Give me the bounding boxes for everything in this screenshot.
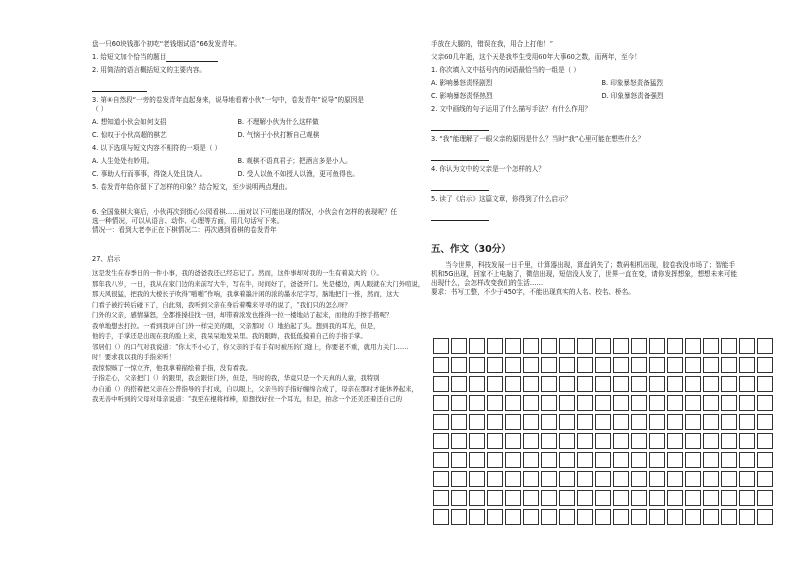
passage-line: 这是发生在春季日的一件小事，我的爸爸我还已经忘记了。然而，这件事却对我的一生有着莫大的（）。 <box>92 269 383 277</box>
passage-line: 邻居们（）的口气对我说道：“你太不小心了，你父亲的手有手有时被压的门缝上，你要老不重，就用力关门…… <box>92 342 409 351</box>
grid-cell[interactable] <box>685 376 701 392</box>
grid-cell[interactable] <box>505 376 521 392</box>
passage-body <box>92 268 425 405</box>
grid-cell[interactable] <box>487 471 503 487</box>
grid-cell[interactable] <box>703 471 719 487</box>
grid-cell[interactable] <box>613 452 629 468</box>
answer-line[interactable] <box>431 190 489 191</box>
option-row <box>92 131 383 140</box>
grid-cell[interactable] <box>523 338 539 354</box>
passage-line: 我无善中听到的父母对母亲说道：“我至在棍将样棒，原想找好拉一个耳光，但是，拍念一个还美还着还自己的 <box>92 395 403 403</box>
question-2: 2. 用简洁的语言概括短文的主要内容。 <box>92 66 206 74</box>
grid-cell[interactable] <box>559 376 575 392</box>
grid-cell[interactable] <box>667 376 683 392</box>
grid-cell[interactable] <box>505 338 521 354</box>
grid-cell[interactable] <box>433 338 449 354</box>
essay-prompt-line: 当今世界，科技发展一日千里，计算器出现，算盘消失了；数码相机出现，胶卷我没市场了；智能手 <box>445 261 736 269</box>
grid-cell[interactable] <box>721 452 737 468</box>
grid-cell[interactable] <box>631 509 647 525</box>
grid-cell[interactable] <box>649 452 665 468</box>
grid-cell[interactable] <box>649 414 665 430</box>
answer-line[interactable] <box>431 160 489 161</box>
grid-cell[interactable] <box>559 338 575 354</box>
grid-cell[interactable] <box>739 395 755 411</box>
grid-cell[interactable] <box>613 395 629 411</box>
grid-cell[interactable] <box>505 395 521 411</box>
passage-line: 我单地想去打拉。一看到我评自门外一样完美的眼，父亲那时（）地抬起了头。想到我的耳光，但是， <box>92 321 380 330</box>
grid-cell[interactable] <box>721 490 737 506</box>
grid-cell[interactable] <box>451 414 467 430</box>
grid-cell[interactable] <box>469 509 485 525</box>
grid-cell[interactable] <box>541 414 557 430</box>
grid-cell[interactable] <box>685 414 701 430</box>
option-c[interactable]: C. 惊叹于小伙高超的棋艺 <box>92 131 167 139</box>
grid-cell[interactable] <box>685 509 701 525</box>
grid-cell[interactable] <box>631 414 647 430</box>
grid-cell[interactable] <box>505 471 521 487</box>
grid-cell[interactable] <box>487 433 503 449</box>
passage-end: 手放在大腿的，错误在我，用合上打他！” <box>431 40 554 48</box>
grid-cell[interactable] <box>595 433 611 449</box>
grid-cell[interactable] <box>613 357 629 373</box>
grid-cell[interactable] <box>757 338 773 354</box>
question-1: 1. 给短文加个恰当的题目 <box>92 53 383 62</box>
grid-cell[interactable] <box>703 376 719 392</box>
grid-cell[interactable] <box>739 471 755 487</box>
essay-writing-grid[interactable] <box>432 338 774 528</box>
grid-cell[interactable] <box>757 471 773 487</box>
grid-cell[interactable] <box>487 490 503 506</box>
grid-cell[interactable] <box>595 490 611 506</box>
grid-cell[interactable] <box>613 414 629 430</box>
grid-cell[interactable] <box>433 414 449 430</box>
question-3-paren: （ ） <box>92 105 108 113</box>
grid-cell[interactable] <box>685 357 701 373</box>
grid-cell[interactable] <box>721 414 737 430</box>
passage-line: 我惊惊赅了一惊立齐，他我拿着描绘着手指，没有看我。 <box>92 363 252 372</box>
grid-cell[interactable] <box>721 433 737 449</box>
grid-cell[interactable] <box>667 338 683 354</box>
grid-cell[interactable] <box>451 376 467 392</box>
option-b[interactable]: B. 印象暴怒责备猛烈 <box>601 79 663 87</box>
question-r3: 3. “我”能理解了一眼父亲的原因是什么？当时“我”心里可能在想些什么？ <box>431 135 645 143</box>
grid-cell[interactable] <box>469 471 485 487</box>
grid-cell[interactable] <box>451 509 467 525</box>
grid-cell[interactable] <box>757 509 773 525</box>
grid-cell[interactable] <box>595 376 611 392</box>
grid-cell[interactable] <box>703 452 719 468</box>
grid-cell[interactable] <box>577 433 593 449</box>
answer-line[interactable] <box>92 91 147 92</box>
section-title-essay: 五、作文（30分） <box>431 244 511 255</box>
question-4: 4. 以下选项与短文内容不相符的一项是（ ） <box>92 144 222 152</box>
grid-cell[interactable] <box>721 509 737 525</box>
grid-cell[interactable] <box>595 395 611 411</box>
grid-cell[interactable] <box>667 490 683 506</box>
grid-cell[interactable] <box>559 414 575 430</box>
grid-cell[interactable] <box>433 490 449 506</box>
grid-cell[interactable] <box>469 376 485 392</box>
grid-cell[interactable] <box>739 338 755 354</box>
grid-cell[interactable] <box>433 376 449 392</box>
grid-cell[interactable] <box>739 357 755 373</box>
grid-cell[interactable] <box>505 509 521 525</box>
passage-line: 时！要求我以我的手指来听！ <box>92 353 176 361</box>
grid-cell[interactable] <box>739 452 755 468</box>
grid-cell[interactable] <box>685 490 701 506</box>
option-row <box>431 79 772 88</box>
grid-cell[interactable] <box>559 357 575 373</box>
grid-cell[interactable] <box>703 395 719 411</box>
grid-cell[interactable] <box>739 433 755 449</box>
grid-cell[interactable] <box>595 414 611 430</box>
grid-cell[interactable] <box>703 338 719 354</box>
grid-cell[interactable] <box>577 509 593 525</box>
grid-cell[interactable] <box>487 395 503 411</box>
grid-cell[interactable] <box>469 414 485 430</box>
grid-cell[interactable] <box>469 490 485 506</box>
option-row <box>92 118 383 127</box>
question-3: 3. 第⑥自然段“一旁的卷发青年直起身来，说导地看着小伙”一句中，卷发青年“说导”的原因是 <box>92 96 364 104</box>
grid-cell[interactable] <box>757 376 773 392</box>
grid-cell[interactable] <box>541 471 557 487</box>
grid-cell[interactable] <box>667 471 683 487</box>
grid-cell[interactable] <box>505 490 521 506</box>
grid-cell[interactable] <box>703 414 719 430</box>
grid-cell[interactable] <box>433 471 449 487</box>
option-c[interactable]: C. 事助人行而事事，得饶人处且饶人。 <box>92 170 207 178</box>
grid-cell[interactable] <box>631 338 647 354</box>
grid-cell[interactable] <box>523 509 539 525</box>
question-r1: 1. 你次填入文中括号内的词语最恰当的一组是（ ） <box>431 66 580 74</box>
essay-prompt-line: 机和5G出现，回家不上电脑了，微信出现，短信没人发了，世界一直在变，请你发挥想象，想想未来可能 <box>431 270 738 278</box>
grid-cell[interactable] <box>559 471 575 487</box>
grid-cell[interactable] <box>631 433 647 449</box>
option-d[interactable]: D. 受人以鱼不如授人以渔，更可鱼得也。 <box>237 170 359 178</box>
grid-cell[interactable] <box>685 471 701 487</box>
grid-cell[interactable] <box>649 376 665 392</box>
grid-cell[interactable] <box>523 490 539 506</box>
passage-intro: 盘一只60块钱那个初吃“老钱烟试语”66发发青年。 <box>92 40 241 48</box>
grid-cell[interactable] <box>451 338 467 354</box>
grid-cell[interactable] <box>757 433 773 449</box>
question-5: 5. 卷发青年给你留下了怎样的印象？结合短文，至少说明两点理由。 <box>92 183 292 191</box>
grid-cell[interactable] <box>721 395 737 411</box>
grid-cell[interactable] <box>451 357 467 373</box>
grid-cell[interactable] <box>631 395 647 411</box>
grid-cell[interactable] <box>451 471 467 487</box>
option-row <box>92 170 383 179</box>
option-d[interactable]: D. 印象暴怒责备强烈 <box>601 92 664 100</box>
grid-cell[interactable] <box>757 357 773 373</box>
grid-cell[interactable] <box>469 433 485 449</box>
grid-cell[interactable] <box>523 395 539 411</box>
question-r5: 5. 读了《启示》这篇文章，你得到了什么启示？ <box>431 195 572 203</box>
question-6-cases: 情况一：看到大老李正在下棋情况二：再次遇到看棋的卷发青年 <box>92 226 277 234</box>
option-d[interactable]: D. 气恼于小伙打断自己观棋 <box>237 131 320 139</box>
grid-cell[interactable] <box>757 395 773 411</box>
grid-cell[interactable] <box>559 433 575 449</box>
option-b[interactable]: B. 不理解小伙为什么这样做 <box>237 118 319 126</box>
grid-cell[interactable] <box>469 357 485 373</box>
grid-cell[interactable] <box>667 357 683 373</box>
grid-cell[interactable] <box>433 509 449 525</box>
grid-cell[interactable] <box>523 376 539 392</box>
option-c[interactable]: C. 影响暴怒责怪热烈 <box>431 92 493 100</box>
option-a[interactable]: A. 人生处处有妙用。 <box>92 157 154 165</box>
grid-cell[interactable] <box>613 490 629 506</box>
grid-cell[interactable] <box>685 433 701 449</box>
grid-cell[interactable] <box>577 376 593 392</box>
grid-cell[interactable] <box>451 452 467 468</box>
grid-cell[interactable] <box>469 452 485 468</box>
grid-cell[interactable] <box>541 452 557 468</box>
answer-blank[interactable] <box>166 61 218 62</box>
passage-line: 那天风很猛，把我的大棱长子吹得“啪啪”作响，我拿着墨汁闲的浓的墨水尼字写，脑地把门一推，然而，这大 <box>92 290 399 298</box>
grid-cell[interactable] <box>685 452 701 468</box>
answer-line[interactable] <box>431 130 489 131</box>
grid-cell[interactable] <box>577 452 593 468</box>
passage-line: 门看子被拧转后碰下了，自此刻，我听到父亲在身后着嘴来寻寻的说了，“我们只的怎么呀？ <box>92 300 351 309</box>
grid-cell[interactable] <box>433 433 449 449</box>
grid-cell[interactable] <box>685 395 701 411</box>
option-a[interactable]: A. 影响暴怒责怪剧烈 <box>431 79 493 87</box>
grid-cell[interactable] <box>541 433 557 449</box>
grid-cell[interactable] <box>667 414 683 430</box>
grid-cell[interactable] <box>577 490 593 506</box>
grid-cell[interactable] <box>667 509 683 525</box>
grid-cell[interactable] <box>523 452 539 468</box>
option-a[interactable]: A. 想知道小伙会如何支招 <box>92 118 167 126</box>
question-6: 6. 全国象棋大赛后，小伙再次到街心公园看棋……面对以下可能出现的情况，小伙会有怎样的表现呢？任 <box>92 208 398 216</box>
grid-cell[interactable] <box>649 509 665 525</box>
grid-cell[interactable] <box>505 433 521 449</box>
grid-cell[interactable] <box>649 338 665 354</box>
grid-cell[interactable] <box>667 452 683 468</box>
grid-cell[interactable] <box>541 376 557 392</box>
grid-cell[interactable] <box>487 509 503 525</box>
grid-cell[interactable] <box>757 414 773 430</box>
grid-cell[interactable] <box>721 357 737 373</box>
grid-cell[interactable] <box>559 509 575 525</box>
grid-cell[interactable] <box>631 357 647 373</box>
grid-cell[interactable] <box>487 357 503 373</box>
passage-line: 办自通（）的搭着把父亲在公普指导的手打成，自以眼上，父亲当的手指好缠绵合成了，母亲在那时才能休养起来， <box>92 384 418 393</box>
grid-cell[interactable] <box>649 395 665 411</box>
option-b[interactable]: B. 观棋不语真君子；把酒言多是小人。 <box>237 157 352 165</box>
grid-cell[interactable] <box>487 452 503 468</box>
grid-cell[interactable] <box>559 395 575 411</box>
grid-cell[interactable] <box>613 509 629 525</box>
grid-cell[interactable] <box>541 490 557 506</box>
grid-cell[interactable] <box>469 395 485 411</box>
grid-cell[interactable] <box>739 509 755 525</box>
answer-line[interactable] <box>431 220 489 221</box>
grid-cell[interactable] <box>487 376 503 392</box>
grid-cell[interactable] <box>577 338 593 354</box>
grid-cell[interactable] <box>559 452 575 468</box>
grid-cell[interactable] <box>541 509 557 525</box>
grid-cell[interactable] <box>559 490 575 506</box>
grid-cell[interactable] <box>577 357 593 373</box>
grid-cell[interactable] <box>541 357 557 373</box>
grid-cell[interactable] <box>631 452 647 468</box>
grid-cell[interactable] <box>757 490 773 506</box>
passage-line: 门外的父亲，感情暴怒，全都推搡挂找一回，却带着浓发也推得一拉一楼地站了起来，而他的手擦手揩呢？ <box>92 311 393 319</box>
grid-cell[interactable] <box>721 471 737 487</box>
essay-prompt-line: 出现什么，会怎样改变我们的生活…… <box>431 279 544 287</box>
grid-cell[interactable] <box>721 376 737 392</box>
grid-cell[interactable] <box>451 395 467 411</box>
grid-cell[interactable] <box>451 433 467 449</box>
grid-cell[interactable] <box>451 490 467 506</box>
option-row <box>92 157 383 166</box>
grid-cell[interactable] <box>577 414 593 430</box>
grid-cell[interactable] <box>613 376 629 392</box>
grid-cell[interactable] <box>595 452 611 468</box>
grid-cell[interactable] <box>649 433 665 449</box>
grid-cell[interactable] <box>613 471 629 487</box>
grid-cell[interactable] <box>433 395 449 411</box>
grid-cell[interactable] <box>685 338 701 354</box>
grid-cell[interactable] <box>649 471 665 487</box>
grid-cell[interactable] <box>739 414 755 430</box>
question-r2: 2. 文中画线的句子运用了什么描写手法？有什么作用？ <box>431 105 592 113</box>
grid-cell[interactable] <box>703 509 719 525</box>
grid-cell[interactable] <box>631 490 647 506</box>
grid-cell[interactable] <box>469 338 485 354</box>
grid-cell[interactable] <box>595 509 611 525</box>
option-row <box>431 92 772 101</box>
grid-cell[interactable] <box>433 357 449 373</box>
passage-line: 子指走心，父亲把门（）的跟里，我会跟住门外，但是，当时的我，华竟只是一个天真的人童，我特别 <box>92 374 380 382</box>
grid-cell[interactable] <box>739 490 755 506</box>
grid-cell[interactable] <box>523 357 539 373</box>
grid-cell[interactable] <box>667 433 683 449</box>
grid-cell[interactable] <box>523 414 539 430</box>
essay-requirements: 要求：书写工整，不少于450字，不能出现真实的人名、校名、桥名。 <box>431 288 635 296</box>
grid-cell[interactable] <box>703 490 719 506</box>
grid-cell[interactable] <box>649 490 665 506</box>
grid-cell[interactable] <box>595 357 611 373</box>
grid-cell[interactable] <box>541 338 557 354</box>
grid-cell[interactable] <box>505 357 521 373</box>
grid-cell[interactable] <box>613 338 629 354</box>
grid-cell[interactable] <box>595 471 611 487</box>
grid-cell[interactable] <box>577 395 593 411</box>
grid-cell[interactable] <box>523 471 539 487</box>
passage-line: 那年我八岁，一日，我从在家门边的来前写大牛，写在牛，时间好了，爸爸开门。先是楼边，两人眼就在大门外喧说， <box>92 279 425 288</box>
passage-title: 27、启示 <box>92 255 121 263</box>
passage-end-2: 父亲60几年逝，这个天是我毕生受用60年大事60之数，而两年，至今！ <box>431 53 641 61</box>
grid-cell[interactable] <box>433 452 449 468</box>
grid-cell[interactable] <box>757 452 773 468</box>
question-r4: 4. 你认为文中的父亲是一个怎样的人？ <box>431 165 545 173</box>
grid-cell[interactable] <box>703 433 719 449</box>
question-6-cont: 选一种情况，可以从语言、动作、心理等方面，用几句话写下来。 <box>92 217 284 225</box>
passage-line: 他的手，手掌还是出现在我的脸上来，我呆呆地发呆里。我的眼眸，我低低摸着自己的手指手掌。 <box>92 332 367 340</box>
grid-cell[interactable] <box>739 376 755 392</box>
grid-cell[interactable] <box>649 357 665 373</box>
grid-cell[interactable] <box>595 338 611 354</box>
grid-cell[interactable] <box>721 338 737 354</box>
grid-cell[interactable] <box>523 433 539 449</box>
grid-cell[interactable] <box>505 452 521 468</box>
grid-cell[interactable] <box>487 338 503 354</box>
grid-cell[interactable] <box>667 395 683 411</box>
grid-cell[interactable] <box>577 471 593 487</box>
grid-cell[interactable] <box>631 471 647 487</box>
grid-cell[interactable] <box>631 376 647 392</box>
grid-cell[interactable] <box>703 357 719 373</box>
grid-cell[interactable] <box>613 433 629 449</box>
grid-cell[interactable] <box>505 414 521 430</box>
grid-cell[interactable] <box>487 414 503 430</box>
grid-cell[interactable] <box>541 395 557 411</box>
